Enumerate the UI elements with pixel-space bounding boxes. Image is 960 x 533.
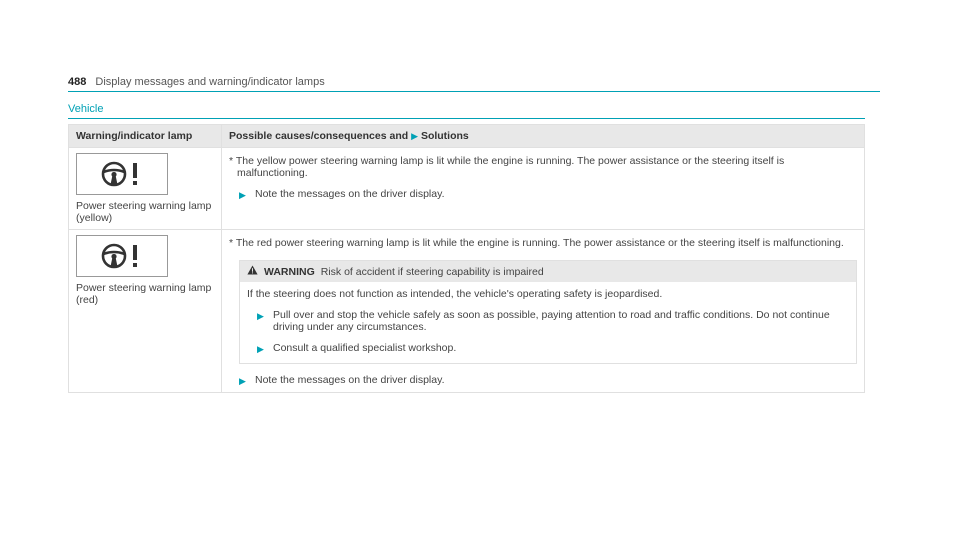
steering-wheel-exclamation-icon xyxy=(76,235,168,277)
triangle-right-icon: ▶ xyxy=(411,131,419,141)
warning-body xyxy=(240,282,856,363)
solution-step xyxy=(239,188,857,201)
cause-text: * The red power steering warning lamp is lit while the engine is running. The power assistance or the steering itself is malfunctioning. xyxy=(229,237,844,249)
warning-step-text: Pull over and stop the vehicle safely as soon as possible, paying attention to road and traffic conditions. Do not continue driving under any circumstances. xyxy=(273,309,830,333)
triangle-right-icon: ▶ xyxy=(239,190,246,200)
section-rule xyxy=(68,118,865,119)
table-header-row xyxy=(69,125,865,148)
warning-label: WARNING xyxy=(264,265,315,278)
table-row xyxy=(69,148,865,230)
lamp-cell xyxy=(69,230,222,393)
causes-cell xyxy=(222,230,865,393)
warning-header xyxy=(240,261,856,282)
triangle-right-icon: ▶ xyxy=(239,376,246,386)
warning-box xyxy=(239,260,857,364)
lamp-caption: Power steering warning lamp (yellow) xyxy=(76,200,212,224)
warning-step xyxy=(257,342,849,355)
lamp-caption: Power steering warning lamp (red) xyxy=(76,282,212,306)
steering-wheel-exclamation-icon xyxy=(76,153,168,195)
header-causes-solutions xyxy=(222,125,865,148)
page-number: 488 xyxy=(68,76,87,88)
table-row xyxy=(69,230,865,393)
causes-cell xyxy=(222,148,865,230)
solution-step-text: Note the messages on the driver display. xyxy=(255,188,445,200)
cause-text: * The yellow power steering warning lamp is lit while the engine is running. The power assistance or the steering itself is malfunctioning. xyxy=(229,155,785,179)
solution-step-text: Note the messages on the driver display. xyxy=(255,374,445,386)
header-causes-label: Possible causes/consequences and xyxy=(229,130,409,142)
warning-step xyxy=(257,309,849,333)
header-rule xyxy=(68,91,880,92)
warning-lamps-table xyxy=(68,124,865,393)
warning-body-text: If the steering does not function as intended, the vehicle's operating safety is jeopardised. xyxy=(247,288,663,300)
header-warning-lamp: Warning/indicator lamp xyxy=(69,125,222,148)
warning-step-text: Consult a qualified specialist workshop. xyxy=(273,342,457,354)
warning-title: Risk of accident if steering capability is impaired xyxy=(320,265,544,278)
warning-triangle-icon xyxy=(247,265,258,278)
page-header-title: Display messages and warning/indicator lamps xyxy=(95,76,325,88)
section-title: Vehicle xyxy=(68,103,104,115)
triangle-right-icon: ▶ xyxy=(257,344,264,354)
triangle-right-icon: ▶ xyxy=(257,311,264,321)
header-solutions-label: Solutions xyxy=(420,130,469,142)
solution-step xyxy=(239,374,857,387)
lamp-cell xyxy=(69,148,222,230)
page-header xyxy=(68,76,880,88)
